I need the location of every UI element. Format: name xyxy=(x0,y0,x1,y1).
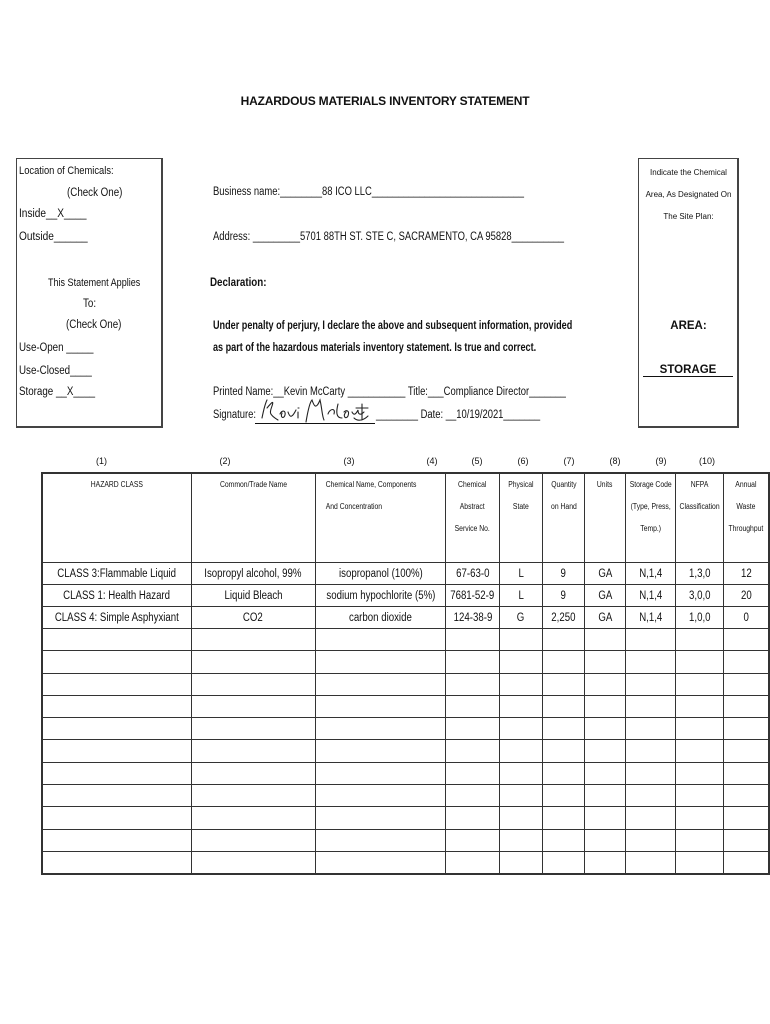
table-cell[interactable] xyxy=(191,607,315,629)
table-cell[interactable] xyxy=(676,829,724,851)
table-cell[interactable] xyxy=(446,585,499,607)
column-header xyxy=(724,473,769,563)
table-row xyxy=(42,829,769,851)
table-cell[interactable] xyxy=(191,829,315,851)
date-label: ________ Date: __ xyxy=(376,409,457,421)
column-header-line: Physical xyxy=(508,480,534,489)
table-cell[interactable] xyxy=(315,563,446,585)
table-cell[interactable] xyxy=(542,629,585,651)
cell-text: L xyxy=(518,589,524,602)
column-header-line: Common/Trade Name xyxy=(219,480,287,489)
cell-text: N,1,4 xyxy=(638,611,662,624)
cell-text: Isopropyl alcohol, 99% xyxy=(204,567,302,580)
table-cell[interactable] xyxy=(315,585,446,607)
applies-use-closed[interactable]: Use-Closed____ xyxy=(19,365,92,377)
table-cell[interactable] xyxy=(446,740,499,762)
table-cell[interactable] xyxy=(676,785,724,807)
table-cell[interactable] xyxy=(585,607,625,629)
table-cell[interactable] xyxy=(724,718,769,740)
column-header-line: Waste xyxy=(736,502,756,511)
date-trail: _______ xyxy=(503,409,541,421)
cell-text: 9 xyxy=(560,589,567,602)
business-name-label: Business name:________ xyxy=(213,186,323,198)
column-header xyxy=(542,473,585,563)
column-header-line: Chemical xyxy=(458,480,487,489)
table-cell[interactable] xyxy=(676,762,724,784)
table-cell[interactable] xyxy=(585,851,625,874)
table-cell[interactable] xyxy=(446,718,499,740)
column-header xyxy=(585,473,625,563)
table-cell[interactable] xyxy=(542,762,585,784)
table-row xyxy=(42,740,769,762)
address-trail: __________ xyxy=(511,231,565,243)
table-cell[interactable] xyxy=(446,762,499,784)
title-value: Compliance Director xyxy=(443,386,530,398)
column-number: (2) xyxy=(219,456,231,466)
column-header-line: Units xyxy=(597,480,613,489)
column-number: (10) xyxy=(698,456,715,466)
table-cell[interactable] xyxy=(315,829,446,851)
cell-text: 124-38-9 xyxy=(453,611,492,624)
signature-label: Signature: xyxy=(213,409,256,421)
table-cell[interactable] xyxy=(499,785,542,807)
address-label: Address: _________ xyxy=(213,231,301,243)
column-header xyxy=(676,473,724,563)
table-cell[interactable] xyxy=(191,563,315,585)
table-cell[interactable] xyxy=(676,585,724,607)
column-header-line: Temp.) xyxy=(639,524,661,533)
cell-text: N,1,4 xyxy=(638,567,662,580)
area-instruction-line3: The Site Plan: xyxy=(663,212,714,221)
area-instruction-line2: Area, As Designated On xyxy=(645,190,732,199)
table-cell[interactable] xyxy=(585,695,625,717)
table-cell[interactable] xyxy=(191,740,315,762)
column-header-line: State xyxy=(512,502,529,511)
cell-text: G xyxy=(516,611,525,624)
table-cell[interactable] xyxy=(42,607,191,629)
column-header-line: (Type, Press, xyxy=(630,502,671,511)
cell-text: CLASS 3:Flammable Liquid xyxy=(57,567,177,580)
table-cell[interactable] xyxy=(542,651,585,673)
table-cell[interactable] xyxy=(499,762,542,784)
cell-text: 1,0,0 xyxy=(688,611,711,624)
column-header-line: Classification xyxy=(679,502,720,511)
table-cell[interactable] xyxy=(625,740,675,762)
table-cell[interactable] xyxy=(676,807,724,829)
table-cell[interactable] xyxy=(42,629,191,651)
column-header-line: HAZARD CLASS xyxy=(90,480,143,489)
column-header xyxy=(42,473,191,563)
table-cell[interactable] xyxy=(676,851,724,874)
table-cell[interactable] xyxy=(315,673,446,695)
table-cell[interactable] xyxy=(585,740,625,762)
table-cell[interactable] xyxy=(499,651,542,673)
column-number: (8) xyxy=(609,456,621,466)
table-row xyxy=(42,785,769,807)
table-cell[interactable] xyxy=(676,673,724,695)
table-cell[interactable] xyxy=(585,673,625,695)
table-cell[interactable] xyxy=(724,629,769,651)
table-row xyxy=(42,695,769,717)
applies-line2: To: xyxy=(83,298,97,310)
table-cell[interactable] xyxy=(724,695,769,717)
table-cell[interactable] xyxy=(542,695,585,717)
table-cell[interactable] xyxy=(625,718,675,740)
table-cell[interactable] xyxy=(499,718,542,740)
table-cell[interactable] xyxy=(499,563,542,585)
table-header-row xyxy=(42,473,769,563)
column-number: (7) xyxy=(563,456,575,466)
column-header xyxy=(191,473,315,563)
table-cell[interactable] xyxy=(625,762,675,784)
cell-text: 1,3,0 xyxy=(688,567,711,580)
table-cell[interactable] xyxy=(542,807,585,829)
column-header xyxy=(315,473,446,563)
table-cell[interactable] xyxy=(585,785,625,807)
table-cell[interactable] xyxy=(676,740,724,762)
table-cell[interactable] xyxy=(42,585,191,607)
table-cell[interactable] xyxy=(191,718,315,740)
cell-text: 2,250 xyxy=(551,611,576,624)
printed-name-trail: ___________ Title:___ xyxy=(345,386,444,398)
table-row xyxy=(42,851,769,874)
column-header xyxy=(499,473,542,563)
page-title: HAZARDOUS MATERIALS INVENTORY STATEMENT xyxy=(240,94,530,108)
cell-text: CLASS 4: Simple Asphyxiant xyxy=(54,611,179,624)
table-cell[interactable] xyxy=(676,695,724,717)
table-row xyxy=(42,563,769,585)
column-header xyxy=(625,473,675,563)
table-cell[interactable] xyxy=(42,740,191,762)
address-line[interactable] xyxy=(213,231,564,243)
table-cell[interactable] xyxy=(625,829,675,851)
table-cell[interactable] xyxy=(625,785,675,807)
table-cell[interactable] xyxy=(625,563,675,585)
table-cell[interactable] xyxy=(676,607,724,629)
table-row xyxy=(42,585,769,607)
table-cell[interactable] xyxy=(315,762,446,784)
table-row xyxy=(42,651,769,673)
inventory-table xyxy=(41,472,770,875)
table-cell[interactable] xyxy=(42,762,191,784)
business-name-trail: _____________________________ xyxy=(371,186,524,198)
table-cell[interactable] xyxy=(724,607,769,629)
table-cell[interactable] xyxy=(542,718,585,740)
table-cell[interactable] xyxy=(625,851,675,874)
table-cell[interactable] xyxy=(724,740,769,762)
table-cell[interactable] xyxy=(499,607,542,629)
cell-text: N,1,4 xyxy=(638,589,662,602)
column-number: (9) xyxy=(655,456,667,466)
table-cell[interactable] xyxy=(446,651,499,673)
cell-text: GA xyxy=(598,589,613,602)
table-cell[interactable] xyxy=(42,785,191,807)
table-cell[interactable] xyxy=(42,563,191,585)
table-cell[interactable] xyxy=(191,807,315,829)
cell-text: 67-63-0 xyxy=(455,567,490,580)
table-cell[interactable] xyxy=(499,807,542,829)
cell-text: 7681-52-9 xyxy=(450,589,495,602)
column-header-line: Annual xyxy=(735,480,757,489)
table-cell[interactable] xyxy=(191,651,315,673)
table-cell[interactable] xyxy=(42,651,191,673)
location-inside[interactable]: Inside__X____ xyxy=(19,208,87,220)
table-cell[interactable] xyxy=(191,629,315,651)
table-cell[interactable] xyxy=(542,740,585,762)
table-cell[interactable] xyxy=(724,651,769,673)
column-header-line: on Hand xyxy=(550,502,577,511)
table-cell[interactable] xyxy=(724,762,769,784)
table-cell[interactable] xyxy=(191,851,315,874)
table-cell[interactable] xyxy=(542,673,585,695)
table-row xyxy=(42,673,769,695)
printed-name-label: Printed Name:__ xyxy=(213,386,284,398)
table-cell[interactable] xyxy=(625,695,675,717)
table-cell[interactable] xyxy=(499,673,542,695)
column-header-line: Service No. xyxy=(455,524,491,533)
table-cell[interactable] xyxy=(625,673,675,695)
cell-text: 12 xyxy=(740,567,752,580)
table-cell[interactable] xyxy=(42,718,191,740)
table-cell[interactable] xyxy=(542,785,585,807)
table-cell[interactable] xyxy=(585,829,625,851)
column-header-line: NFPA xyxy=(690,480,709,489)
cell-text: isopropanol (100%) xyxy=(338,567,423,580)
table-row xyxy=(42,629,769,651)
table-cell[interactable] xyxy=(542,585,585,607)
cell-text: sodium hypochlorite (5%) xyxy=(326,589,436,602)
table-cell[interactable] xyxy=(499,851,542,874)
column-number: (3) xyxy=(343,456,355,466)
column-header xyxy=(446,473,499,563)
table-cell[interactable] xyxy=(446,695,499,717)
table-cell[interactable] xyxy=(625,629,675,651)
declaration-heading: Declaration: xyxy=(210,277,267,289)
table-cell[interactable] xyxy=(585,762,625,784)
applies-storage[interactable]: Storage __X____ xyxy=(19,386,96,398)
location-check-one: (Check One) xyxy=(67,187,123,199)
cell-text: 9 xyxy=(560,567,567,580)
business-name-value: 88 ICO LLC xyxy=(322,186,372,198)
cell-text: GA xyxy=(598,611,613,624)
column-number: (6) xyxy=(517,456,529,466)
declaration-line2: as part of the hazardous materials inventory statement. Is true and correct. xyxy=(213,342,537,354)
table-cell[interactable] xyxy=(499,695,542,717)
column-header-line: Abstract xyxy=(460,502,486,511)
area-value[interactable]: STORAGE xyxy=(643,364,733,377)
cell-text: 0 xyxy=(743,611,749,624)
table-cell[interactable] xyxy=(542,563,585,585)
table-cell[interactable] xyxy=(724,673,769,695)
printed-name-value: Kevin McCarty xyxy=(283,386,346,398)
table-cell[interactable] xyxy=(315,785,446,807)
table-cell[interactable] xyxy=(499,829,542,851)
table-cell[interactable] xyxy=(446,851,499,874)
table-cell[interactable] xyxy=(315,740,446,762)
address-value: 5701 88TH ST. STE C, SACRAMENTO, CA 95828 xyxy=(300,231,512,243)
location-outside[interactable]: Outside______ xyxy=(19,231,88,243)
table-cell[interactable] xyxy=(446,807,499,829)
table-cell[interactable] xyxy=(499,629,542,651)
table-row xyxy=(42,607,769,629)
date-value: 10/19/2021 xyxy=(456,409,504,421)
table-cell[interactable] xyxy=(446,829,499,851)
table-cell[interactable] xyxy=(315,807,446,829)
table-cell[interactable] xyxy=(42,695,191,717)
table-cell[interactable] xyxy=(191,695,315,717)
column-header-line: Quantity xyxy=(550,480,577,489)
area-instruction-line1: Indicate the Chemical xyxy=(650,168,727,177)
cell-text: carbon dioxide xyxy=(349,611,412,624)
handwritten-signature xyxy=(258,396,370,426)
column-header-line: Throughput xyxy=(728,524,764,533)
cell-text: Liquid Bleach xyxy=(224,589,283,602)
table-cell[interactable] xyxy=(724,829,769,851)
column-number: (1) xyxy=(96,456,107,466)
table-row xyxy=(42,762,769,784)
table-cell[interactable] xyxy=(724,585,769,607)
table-cell[interactable] xyxy=(542,829,585,851)
table-cell[interactable] xyxy=(42,673,191,695)
table-cell[interactable] xyxy=(499,585,542,607)
cell-text: GA xyxy=(598,567,613,580)
table-cell[interactable] xyxy=(446,673,499,695)
table-cell[interactable] xyxy=(315,629,446,651)
column-number: (4) xyxy=(426,456,438,466)
table-cell[interactable] xyxy=(446,785,499,807)
table-cell[interactable] xyxy=(724,563,769,585)
cell-text: CO2 xyxy=(243,611,264,624)
table-cell[interactable] xyxy=(42,829,191,851)
table-cell[interactable] xyxy=(542,607,585,629)
table-cell[interactable] xyxy=(625,585,675,607)
date-line[interactable] xyxy=(376,409,540,421)
column-header-line: Storage Code xyxy=(629,480,672,489)
table-row xyxy=(42,718,769,740)
cell-text: CLASS 1: Health Hazard xyxy=(63,589,171,602)
applies-check-one: (Check One) xyxy=(66,319,122,331)
table-cell[interactable] xyxy=(625,607,675,629)
table-cell[interactable] xyxy=(446,629,499,651)
table-cell[interactable] xyxy=(585,718,625,740)
table-cell[interactable] xyxy=(499,740,542,762)
table-cell[interactable] xyxy=(42,807,191,829)
table-cell[interactable] xyxy=(315,718,446,740)
location-heading: Location of Chemicals: xyxy=(19,165,114,177)
table-cell[interactable] xyxy=(315,695,446,717)
table-cell[interactable] xyxy=(191,585,315,607)
table-cell[interactable] xyxy=(315,851,446,874)
table-cell[interactable] xyxy=(542,851,585,874)
table-cell[interactable] xyxy=(625,807,675,829)
table-cell[interactable] xyxy=(676,629,724,651)
table-cell[interactable] xyxy=(191,673,315,695)
table-cell[interactable] xyxy=(585,629,625,651)
cell-text: 20 xyxy=(740,589,752,602)
title-trail: _______ xyxy=(529,386,566,398)
table-cell[interactable] xyxy=(676,563,724,585)
cell-text: L xyxy=(518,567,524,580)
table-cell[interactable] xyxy=(446,607,499,629)
table-cell[interactable] xyxy=(724,807,769,829)
table-cell[interactable] xyxy=(446,563,499,585)
table-cell[interactable] xyxy=(676,651,724,673)
table-cell[interactable] xyxy=(724,785,769,807)
column-number: (5) xyxy=(471,456,483,466)
cell-text: 3,0,0 xyxy=(688,589,711,602)
table-cell[interactable] xyxy=(315,651,446,673)
table-cell[interactable] xyxy=(676,718,724,740)
table-cell[interactable] xyxy=(585,563,625,585)
applies-use-open[interactable]: Use-Open _____ xyxy=(19,342,94,354)
table-cell[interactable] xyxy=(585,585,625,607)
table-cell[interactable] xyxy=(625,651,675,673)
applies-line1: This Statement Applies xyxy=(48,277,141,289)
area-label: AREA: xyxy=(670,320,707,332)
table-cell[interactable] xyxy=(585,807,625,829)
column-header-line: And Concentration xyxy=(325,502,382,511)
table-cell[interactable] xyxy=(724,851,769,874)
table-cell[interactable] xyxy=(42,851,191,874)
table-cell[interactable] xyxy=(191,762,315,784)
declaration-line1: Under penalty of perjury, I declare the above and subsequent information, provided xyxy=(213,320,573,332)
business-name-line[interactable] xyxy=(213,186,524,198)
column-header-line: Chemical Name, Components xyxy=(325,480,417,489)
table-cell[interactable] xyxy=(315,607,446,629)
table-cell[interactable] xyxy=(585,651,625,673)
table-row xyxy=(42,807,769,829)
table-cell[interactable] xyxy=(191,785,315,807)
